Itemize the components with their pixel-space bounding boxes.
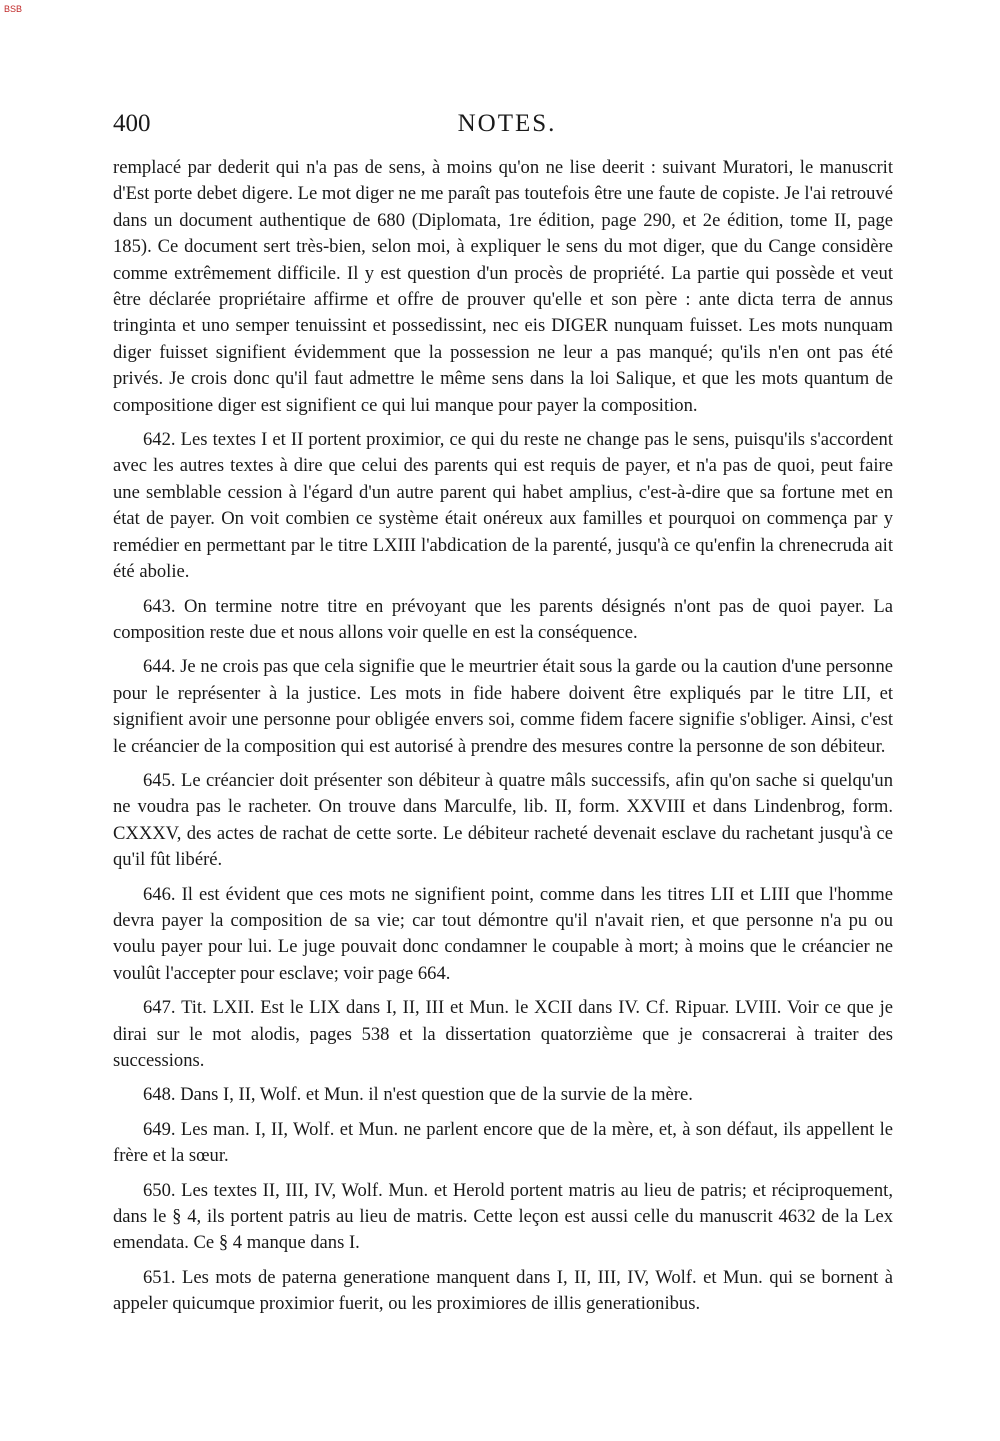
note-648: 648. Dans I, II, Wolf. et Mun. il n'est question que de la survie de la mère.: [143, 1084, 693, 1106]
notes-body: [113, 155, 893, 1326]
note-651: 651. Les mots de paterna generatione manquent dans I, II, III, IV, Wolf. et Mun. qui se bornent à appeler quicumque proximior fuerit, ou les proximiores de illis generationibus.: [113, 1266, 893, 1315]
note-650: 650. Les textes II, III, IV, Wolf. Mun. et Herold portent matris au lieu de patris; et réciproquement, dans le § 4, ils portent patris au lieu de matris. Cette leçon est aussi celle du manuscrit 4632 de la Lex emendata. Ce § 4 manque dans I.: [113, 1179, 893, 1254]
note-645: 645. Le créancier doit présenter son débiteur à quatre mâls successifs, afin qu'on sache si quelqu'un ne voudra pas le racheter. On trouve dans Marculfe, lib. II, form. XXVIII et dans Lindenbrog, form. CXXXV, des actes de rachat de cette sorte. Le débiteur racheté devenait esclave du rachetant jusqu'à ce qu'il fût libéré.: [113, 769, 893, 871]
note-644: 644. Je ne crois pas que cela signifie que le meurtrier était sous la garde ou la caution d'une personne pour le représenter à la justice. Les mots in fide habere doivent être expliqués par le titre LII, et signifient avoir une personne pour obligée envers soi, comme fidem facere signifie s'obliger. Ainsi, c'est le créancier de la composition qui est autorisé à prendre des mesures contre la personne de son débiteur.: [113, 656, 893, 757]
page-number: 400: [113, 110, 151, 137]
note-continuation: remplacé par dederit qui n'a pas de sens, à moins qu'on ne lise deerit : suivant Muratori, le manuscrit d'Est porte debet digere. Le mot diger ne me paraît pas toutefois être une faute de copiste. Je l'ai retrouvé dans un document authentique de 680 (Diplomata, 1re édition, page 290, et 2e édition, tome II, page 185). Ce document sert très-bien, selon moi, à expliquer le sens du mot diger, que du Cange considère comme extrêmement difficile. Il y est question d'un procès de propriété. La partie qui possède et veut être déclarée propriétaire affirme et offre de prouver qu'elle et son père : ante dicta terra de annus tringinta et uno semper tenuissint et possedissint, nec eis DIGER nunquam fuisset. Les mots nunquam diger fuisset signifient évidemment que la possession ne leur a pas manqué; qu'ils n'en ont pas été privés. Je crois donc qu'il faut admettre le même sens dans la loi Salique, et que les mots quantum de compositione diger est signifient ce qui lui manque pour payer la composition.: [113, 157, 893, 416]
page-title: NOTES.: [457, 110, 557, 137]
page-header: [113, 110, 893, 146]
note-643: 643. On termine notre titre en prévoyant que les parents désignés n'ont pas de quoi payer. La composition reste due et nous allons voir quelle en est la conséquence.: [113, 595, 893, 643]
note-642: 642. Les textes I et II portent proximior, ce qui du reste ne change pas le sens, puisqu'ils s'accordent avec les autres textes à dire que celui des parents qui est requis de payer, et n'a pas de quoi, peut faire une semblable cession à l'égard d'un autre parent qui habet amplius, c'est-à-dire que sa fortune met en état de payer. On voit combien ce système était onéreux aux familles et pourquoi on commença par y remédier en permettant par le titre LXIII l'abdication de la parenté, jusqu'à ce qu'enfin la chrenecruda ait été abolie.: [113, 429, 893, 583]
note-649: 649. Les man. I, II, Wolf. et Mun. ne parlent encore que de la mère, et, à son défaut, ils appellent le frère et la sœur.: [113, 1118, 893, 1167]
library-stamp: BSB: [4, 4, 23, 14]
note-647: 647. Tit. LXII. Est le LIX dans I, II, III et Mun. le XCII dans IV. Cf. Ripuar. LVIII. Voir ce que je dirai sur le mot alodis, pages 538 et la dissertation quatorzième que je consacrerai à traiter des successions.: [113, 997, 893, 1071]
note-646: 646. Il est évident que ces mots ne signifient point, comme dans les titres LII et LIII que l'homme devra payer la composition de sa vie; car tout démontre qu'il n'avait rien, et que personne n'a pu ou voulu payer pour lui. Le juge pouvait donc condamner le coupable à mort; à moins que le créancier ne voulût l'accepter pour esclave; voir page 664.: [113, 883, 893, 984]
